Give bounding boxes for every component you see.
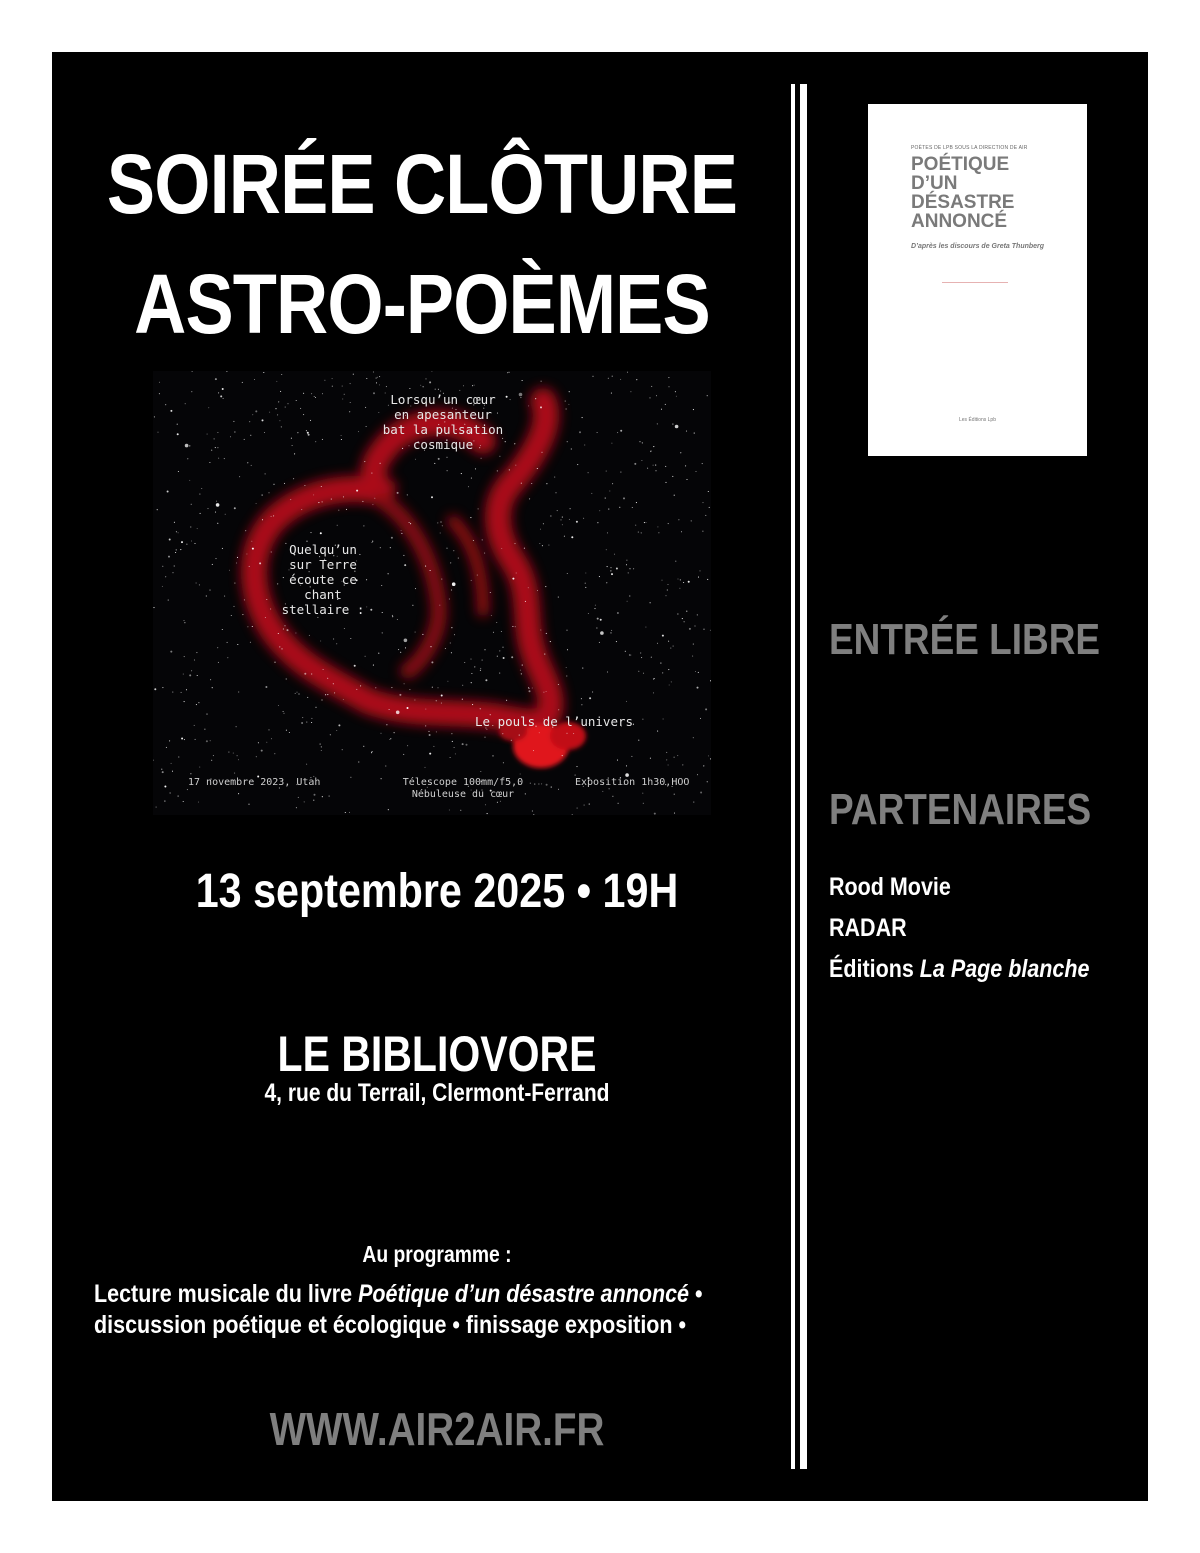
- nebula-photo: [153, 371, 711, 815]
- title-line-2: ASTRO-POÈMES: [134, 257, 710, 351]
- book-cover: [868, 104, 1087, 456]
- poem-middle: Quelqu’un sur Terre écoute ce chant stellaire :: [281, 542, 365, 617]
- program-heading: Au programme :: [362, 1241, 512, 1267]
- partner-rood-movie: Rood Movie: [829, 873, 951, 901]
- poster: [52, 52, 1148, 1501]
- caption-telescope: Télescope 100mm/f5,0 Nébuleuse du cœur: [402, 777, 524, 800]
- partner-radar: RADAR: [829, 914, 907, 942]
- book-subtitle: D’après les discours de Greta Thunberg: [911, 243, 1045, 250]
- partners-heading: PARTENAIRES: [829, 785, 1092, 834]
- poem-bottom: Le pouls de l’univers: [475, 714, 634, 729]
- program-line-2: discussion poétique et écologique • finissage exposition •: [94, 1311, 687, 1339]
- venue-address: 4, rue du Terrail, Clermont-Ferrand: [264, 1079, 610, 1107]
- caption-exposure: Exposition 1h30,HOO: [575, 777, 690, 788]
- book-title-italic: Poétique d’un désastre annoncé: [358, 1280, 690, 1308]
- website-url: WWW.AIR2AIR.FR: [269, 1403, 605, 1455]
- book-kicker: POÈTES DE LPB SOUS LA DIRECTION DE AIR: [911, 145, 1028, 151]
- book-title: POÉTIQUE D’UN DÉSASTRE ANNONCÉ: [911, 154, 1015, 232]
- vertical-divider: [791, 84, 809, 1469]
- event-date: 13 septembre 2025 • 19H: [195, 865, 679, 918]
- book-rule: [942, 282, 1008, 283]
- venue-name: LE BIBLIOVORE: [277, 1026, 597, 1082]
- partner-page-blanche: Éditions La Page blanche: [829, 955, 1090, 983]
- title-line-1: SOIRÉE CLÔTURE: [106, 137, 738, 231]
- free-entry: ENTRÉE LIBRE: [829, 615, 1101, 664]
- caption-date: 17 novembre 2023, Utah: [188, 777, 321, 788]
- program-line-1: Lecture musicale du livre Poétique d’un désastre annoncé •: [94, 1280, 703, 1308]
- poem-top: Lorsqu’un cœur en apesanteur bat la pulsation cosmique: [382, 392, 504, 452]
- book-publisher: Les Éditions Lpb: [959, 417, 996, 423]
